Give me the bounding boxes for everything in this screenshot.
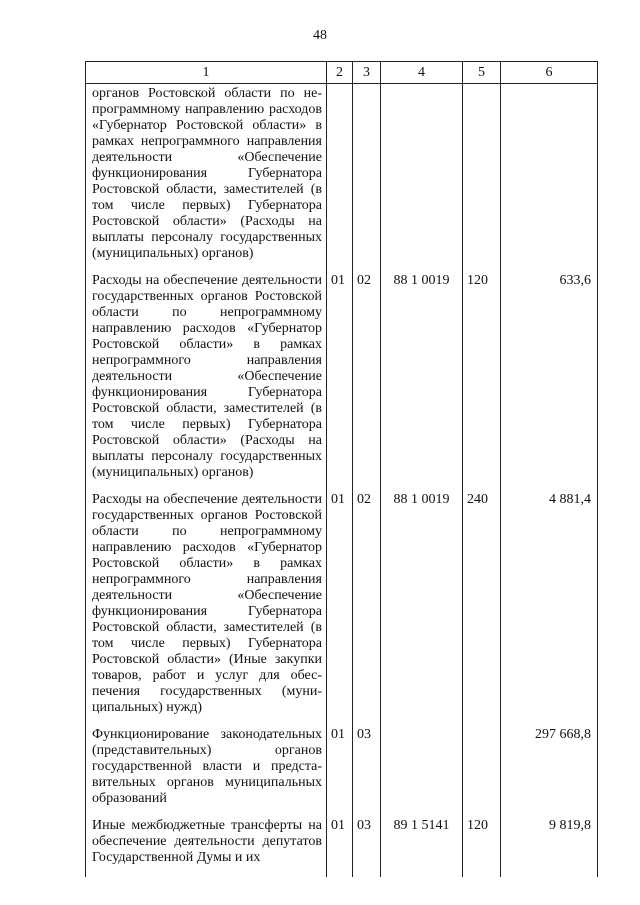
- row-amount: 9 819,8: [501, 818, 598, 877]
- row-section: 01: [327, 273, 353, 492]
- column-header-name: 1: [86, 62, 327, 84]
- table-body: [86, 84, 598, 878]
- row-subsection: 02: [353, 492, 381, 727]
- table-row: [86, 818, 598, 877]
- row-section: 01: [327, 492, 353, 727]
- page-number: 48: [313, 28, 327, 43]
- row-subsection: 03: [353, 727, 381, 818]
- row-expense-type: 240: [463, 492, 501, 727]
- header-row: [86, 62, 598, 84]
- row-subsection: 03: [353, 818, 381, 877]
- row-target-article: [381, 84, 463, 274]
- column-header-section: 2: [327, 62, 353, 84]
- row-name: Функционирование законодательных (представительных) органов государственной власти и представительных органов муниципальных образований: [86, 727, 327, 818]
- row-subsection: [353, 84, 381, 274]
- table-row: [86, 492, 598, 727]
- row-name: Расходы на обеспечение деятельности государственных органов Ростовской области по непрограммному направлению расходов «Губернатор Ростовской области» в рамках непрограммного направления деятельности «Обеспечение функционирования Губернатора Ростовской области, заместителей (в том числе первых) Губернатора Ростовской области» (Расходы на выплаты персоналу государственных (муниципальных) органов): [86, 273, 327, 492]
- row-subsection: 02: [353, 273, 381, 492]
- row-name: Иные межбюджетные трансферты на обеспечение деятельности депутатов Государственной Думы и их: [86, 818, 327, 877]
- row-expense-type: 120: [463, 273, 501, 492]
- column-header-expense-type: 5: [463, 62, 501, 84]
- table-row: [86, 727, 598, 818]
- row-amount: [501, 84, 598, 274]
- row-target-article: 88 1 0019: [381, 273, 463, 492]
- row-expense-type: [463, 727, 501, 818]
- row-amount: 297 668,8: [501, 727, 598, 818]
- row-amount: 633,6: [501, 273, 598, 492]
- row-target-article: 88 1 0019: [381, 492, 463, 727]
- row-expense-type: [463, 84, 501, 274]
- table-row: [86, 273, 598, 492]
- table-row: [86, 84, 598, 274]
- row-name: органов Ростовской области по непрограммному направлению расходов «Губернатор Ростовской области» в рамках непрограммного направления деятельности «Обеспечение функционирования Губернатора Ростовской области, заместителей (в том числе первых) Губернатора Ростовской области» (Расходы на выплаты персоналу государственных (муниципальных) органов): [86, 84, 327, 274]
- table-header: [86, 62, 598, 84]
- row-section: [327, 84, 353, 274]
- row-section: 01: [327, 818, 353, 877]
- column-header-subsection: 3: [353, 62, 381, 84]
- column-header-target-article: 4: [381, 62, 463, 84]
- row-expense-type: 120: [463, 818, 501, 877]
- row-name: Расходы на обеспечение деятельности государственных органов Ростовской области по непрограммному направлению расходов «Губернатор Ростовской области» в рамках непрограммного направления деятельности «Обеспечение функционирования Губернатора Ростовской области, заместителей (в том числе первых) Губернатора Ростовской области» (Иные закупки товаров, работ и услуг для обеспечения государственных (муниципальных) нужд): [86, 492, 327, 727]
- row-amount: 4 881,4: [501, 492, 598, 727]
- row-target-article: 89 1 5141: [381, 818, 463, 877]
- row-target-article: [381, 727, 463, 818]
- budget-table: [85, 61, 598, 877]
- column-header-amount: 6: [501, 62, 598, 84]
- row-section: 01: [327, 727, 353, 818]
